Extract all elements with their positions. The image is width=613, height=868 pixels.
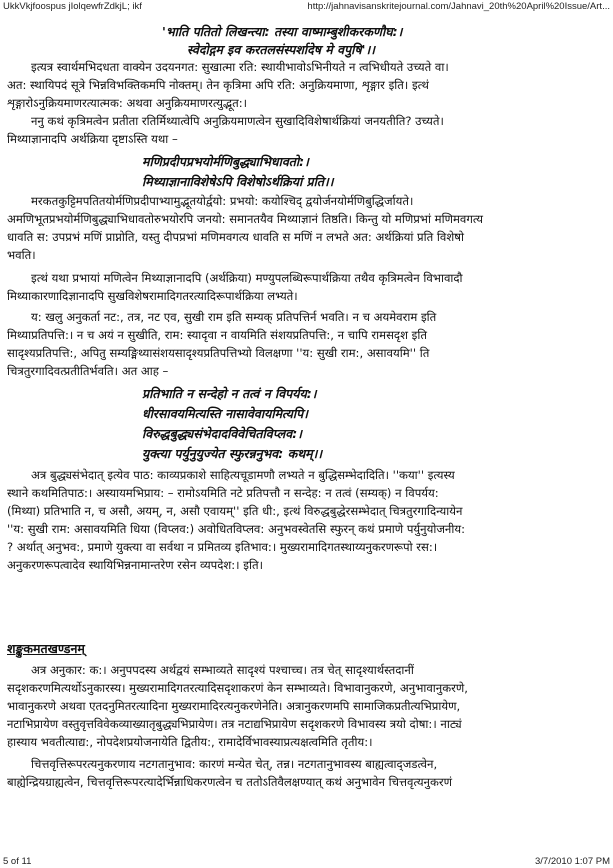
verse-line: मिथ्याज्ञानाविशेषेऽपि विशेषोऽर्थक्रियां प्रति।।: [142, 174, 334, 189]
text-line: ''य: सुखी राम: असावयमिति धिया (विप्लव:) अवोधितविप्लव: अनुभवस्वेतसि स्फुरन् कथं प्रमाणे पर्युनुयोजनीय:: [7, 522, 465, 536]
text-line: अनुकरणरूपत्वादेव स्थायिभिन्ननामान्तरेण रसेन व्यपदेश:। इति।: [7, 558, 263, 572]
text-line: भवति।: [7, 248, 36, 262]
section-heading: शङ्कुकमतखण्डनम्: [7, 641, 85, 656]
text-line: धावति स: उपप्रभं मणिं प्राप्नोति, यस्तु दीपप्रभां मणिमवगत्य धावति स मणिं न लभते अत: अर्थक्रियां प्रति विशेषो: [7, 230, 464, 244]
verse-line: धीरसावयमित्यस्ति नासावेवायमित्यपि।: [142, 406, 309, 421]
text-line: इत्थं यथा प्रभायां मणित्वेन मिथ्याज्ञानादपि (अर्थक्रिया) मण्युपलब्धिरूपार्थक्रिया तथैव कृत्रिमत्वेन विभावादौ: [31, 271, 463, 285]
text-line: स्थाने कथमितिपाठ:। अस्यायमभिप्राय: – रामोऽयमिति नटे प्रतिपत्तौ न सन्देह: न तत्वं (सम्यक्) न विपर्यय:: [7, 486, 439, 500]
text-line: मरकतकुट्टिमपतितयोर्मणिप्रदीपाभ्यामुद्भूतयोर्द्वयो: प्रभयो: कयोश्चिद् द्वयोर्जनयोर्मणिबुद्धिर्जायते।: [31, 194, 414, 208]
text-line: नटाभिप्रायेण वस्तुवृत्तविवेकव्याख्यातृबुद्ध्यभिप्रायेण। तत्र नटाद्यभिप्रायेण सदृशकरणे विभावस्य त्रयो दोषा:। नाट्यं: [7, 717, 462, 731]
verse-line: प्रतिभाति न सन्देहो न तत्वं न विपर्यय:।: [142, 386, 317, 401]
text-line: चित्तवृत्तिरूपरत्यनुकरणाय नटगतानुभाव: कारणं मन्येत चेत्, तन्न। नटगतानुभावस्य बाह्यत्वाद्जडत्वेन,: [31, 757, 438, 771]
text-line: य: खलु अनुकर्ता नट:, तत्र, नट एव, सुखी राम इति सम्यक् प्रतिपत्तिर्न भवति। न च अयमेवराम इति: [31, 310, 437, 324]
page-number: 5 of 11: [3, 856, 32, 867]
text-line: भावानुकरणे अथवा एतदनुमितरत्यादिना मुख्यरामादिरत्यनुकरणेनेति। अत्रानुकरणमपि सामाजिकप्रतीत्यभिप्रायेण,: [7, 699, 461, 713]
verse-line: युक्त्या पर्युनुयुज्येत स्फुरन्ननुभव: कथम्।।: [142, 446, 323, 461]
text-line: इत्यत्र स्वार्थमभिदधता वाक्येन उदयनगत: सुखात्मा रति: स्थायीभावोऽभिनीयते न त्वभिधीयते उच्यते वा।: [31, 60, 449, 74]
text-line: मिथ्याकारणादिज्ञानादपि सुखविशेषरामादिगतरत्यादिरूपार्थक्रिया लभ्यते।: [7, 289, 298, 303]
text-line: बाह्येन्द्रियग्राह्यत्वेन, चित्तवृत्तिरूपरत्यादेर्भिन्नाधिकरणत्वेन च ततोऽतिवैलक्षण्यात् कथं अनुभावेन चित्तवृत्यनुकरणं: [7, 775, 453, 789]
text-line: अत्र बुद्ध्यसंभेदात् इत्येव पाठ: काव्यप्रकाशे साहित्यचूडामणौ लभ्यते न बुद्धिसम्भेदादिति। ''कया'' इत्यस्य: [31, 468, 455, 482]
text-line: शृङ्गारोऽनुक्रियमाणरत्यात्मक: अथवा अनुक्रियमाणरत्युद्भूत:।: [7, 96, 247, 110]
text-line: अत्र अनुकार: क:। अनुपपदस्य अर्थद्वयं सम्भाव्यते सादृश्यं पश्चाच्च। तत्र चेत् सादृश्यार्थस्तदानीं: [31, 663, 414, 677]
text-line: ननु कथं कृत्रिमत्वेन प्रतीता रतिर्मिथ्यात्वेपि अनुक्रियमाणत्वेन सुखादिविशेषार्थक्रियां जनयतीति? उच्यते।: [31, 114, 444, 128]
text-line: (मिथ्या) प्रतिभाति न, च असौ, अयम्, न, असौ एवायम्'' इति धी:, इत्थं विरुद्धबुद्धेरसम्भेदात् चित्रतुरगादिन्यायेन: [7, 504, 463, 518]
text-line: चित्रतुरगादिवत्प्रतीतिर्भवति। अत आह –: [7, 364, 169, 378]
text-line: मिथ्याप्रतिपत्ति:। न च अयं न सुखीति, राम: स्यादृवा न वायमिति संशयप्रतिपत्ति:, न चापि रामसदृश इति: [7, 328, 427, 342]
browser-print-header: [0, 0, 613, 13]
verse-line: विरुद्धबुद्ध्यसंभेदादविवेचितविप्लव:।: [142, 426, 302, 441]
verse-line: मणिप्रदीपप्रभयोर्मणिबुद्ध्याभिधावतो:।: [142, 154, 309, 169]
verse-line: 'भाति पतितो लिखन्त्या: तस्या वाष्माम्बुशीकरकणौघ:।: [162, 24, 403, 39]
text-line: हास्याय भवतीत्याद्य:, नोपदेशप्रयोजनायेति द्वितीय:, रामादेर्विभावस्याप्रत्यक्षत्वमिति तृतीय:।: [7, 735, 373, 749]
browser-print-footer: [0, 855, 613, 868]
page-title: UkkVkjfoospus jIolqewfrZdkjL; ikf: [3, 1, 142, 12]
text-line: मिथ्याज्ञानादपि अर्थक्रिया दृष्टाऽस्ति यथा –: [7, 132, 178, 146]
text-line: ? अर्थात् अनुभव:, प्रमाणे युक्त्या वा सर्वथा न प्रमितव्य इतिभाव:। मुख्यरामादिगतस्थाय्यनुकरणरूपो रस:।: [7, 540, 438, 554]
page-url[interactable]: http://jahnavisanskritejournal.com/Jahnavi_20th%20April%20Issue/Art...: [307, 1, 610, 12]
text-line: सदृशकरणमित्यर्थोऽनुकारस्य। मुख्यरामादिगतरत्यादिसदृशाकरणं केन सम्भाव्यते। विभावानुकरणे, अनुभावानुकरणे,: [7, 681, 468, 695]
print-timestamp: 3/7/2010 1:07 PM: [535, 856, 610, 867]
text-line: अत: स्थायिपदं सूत्रे भिन्नविभक्तिकमपि नोक्तम्। तेन कृत्रिमा अपि रति: अनुक्रियमाणा, शृङ्गार इति। इत्थं: [7, 78, 429, 92]
text-line: सादृश्यप्रतिपत्ति:, अपितु सम्यङ्मिथ्यासंशयसादृश्यप्रतिपत्तिभ्यो विलक्षणा ''य: सुखी राम:, असावयमि'' ति: [7, 346, 430, 360]
text-line: अमणिभूतप्रभयोर्मणिबुद्ध्याभिधावतोरुभयोरपि जनयो: समानतयैव मिथ्याज्ञानं तिष्ठति। किन्तु यो मणिप्रभां मणिमवगत्य: [7, 212, 483, 226]
verse-line: स्वेदोद्गम इव करतलसंस्पर्शादेष मे वपुषि'।।: [187, 42, 375, 57]
